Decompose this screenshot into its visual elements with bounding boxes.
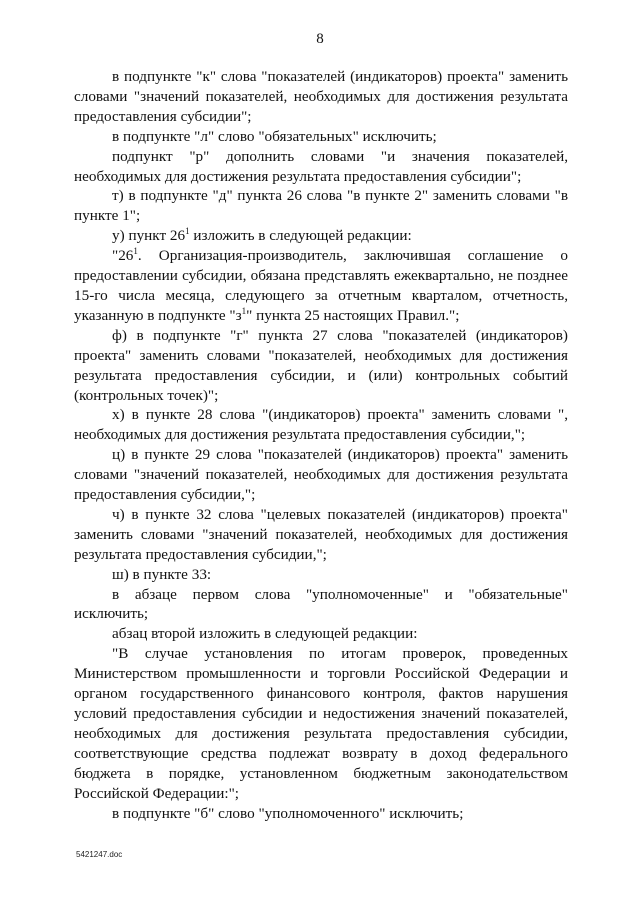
paragraph-new-abzac-text: "В случае установления по итогам проверок, проведенных Министерством промышленности и торговли Российской Федерации и органом государственного финансового контроля, фактов нарушения условий предоставления субсидии и недостижения значений показателей, необходимых для достижения результата предоставления субсидии, соответствующие средства подлежат возврату в доход федерального бюджета в порядке, установленном бюджетным законодательством Российской Федерации:";: [74, 645, 568, 802]
paragraph-kh: х) в пункте 28 слова "(индикаторов) проекта" заменить словами ", необходимых для достижения результата предоставления субсидии,";: [74, 406, 568, 444]
paragraph-r: подпункт "р" дополнить словами "и значения показателей, необходимых для достижения результата предоставления субсидии";: [74, 147, 568, 185]
paragraph-first-abzac: в абзаце первом слова "уполномоченные" и "обязательные" исключить;: [74, 585, 568, 623]
paragraph-l: в подпункте "л" слово "обязательных" исключить;: [112, 127, 437, 145]
document-footer: 5421247.doc: [76, 850, 123, 859]
document-body: [74, 67, 568, 823]
paragraph-u: у) пункт $26^1$ изложить в следующей редакции:: [112, 226, 412, 245]
paragraph-k: в подпункте "к" слова "показателей (индикаторов) проекта" заменить словами "значений показателей, необходимых для достижения результата предоставления субсидии";: [74, 68, 568, 125]
paragraph-ts: ц) в пункте 29 слова "показателей (индикаторов) проекта" заменить словами "значений показателей, необходимых для достижения результата предоставления субсидии,";: [74, 446, 568, 504]
paragraph-second-abzac: абзац второй изложить в следующей редакции:: [112, 625, 418, 643]
paragraph-26-1-text: "$26^1$. Организация-производитель, заключившая соглашение о предоставлении субсидии, обязана представлять ежеквартально, не позднее 15-го числа месяца, следующего за отчетным кварталом, отчетность, указанную в подпункте "$з^1$" пункта 25 настоящих Правил.";: [74, 246, 568, 324]
paragraph-ch: ч) в пункте 32 слова "целевых показателей (индикаторов) проекта" заменить словами "значений показателей, необходимых для достижения результата предоставления субсидии,";: [74, 505, 568, 563]
paragraph-f: ф) в подпункте "г" пункта 27 слова "показателей (индикаторов) проекта" заменить словами "показателей, необходимых для достижения результата предоставления субсидии, и (или) контрольных событий (контрольных точек)";: [74, 326, 568, 404]
paragraph-b: в подпункте "б" слово "уполномоченного" исключить;: [112, 804, 464, 822]
page-number: 8: [316, 31, 324, 47]
paragraph-sh: ш) в пункте 33:: [112, 565, 212, 583]
paragraph-t: т) в подпункте "д" пункта 26 слова "в пункте 2" заменить словами "в пункте 1";: [74, 187, 568, 225]
